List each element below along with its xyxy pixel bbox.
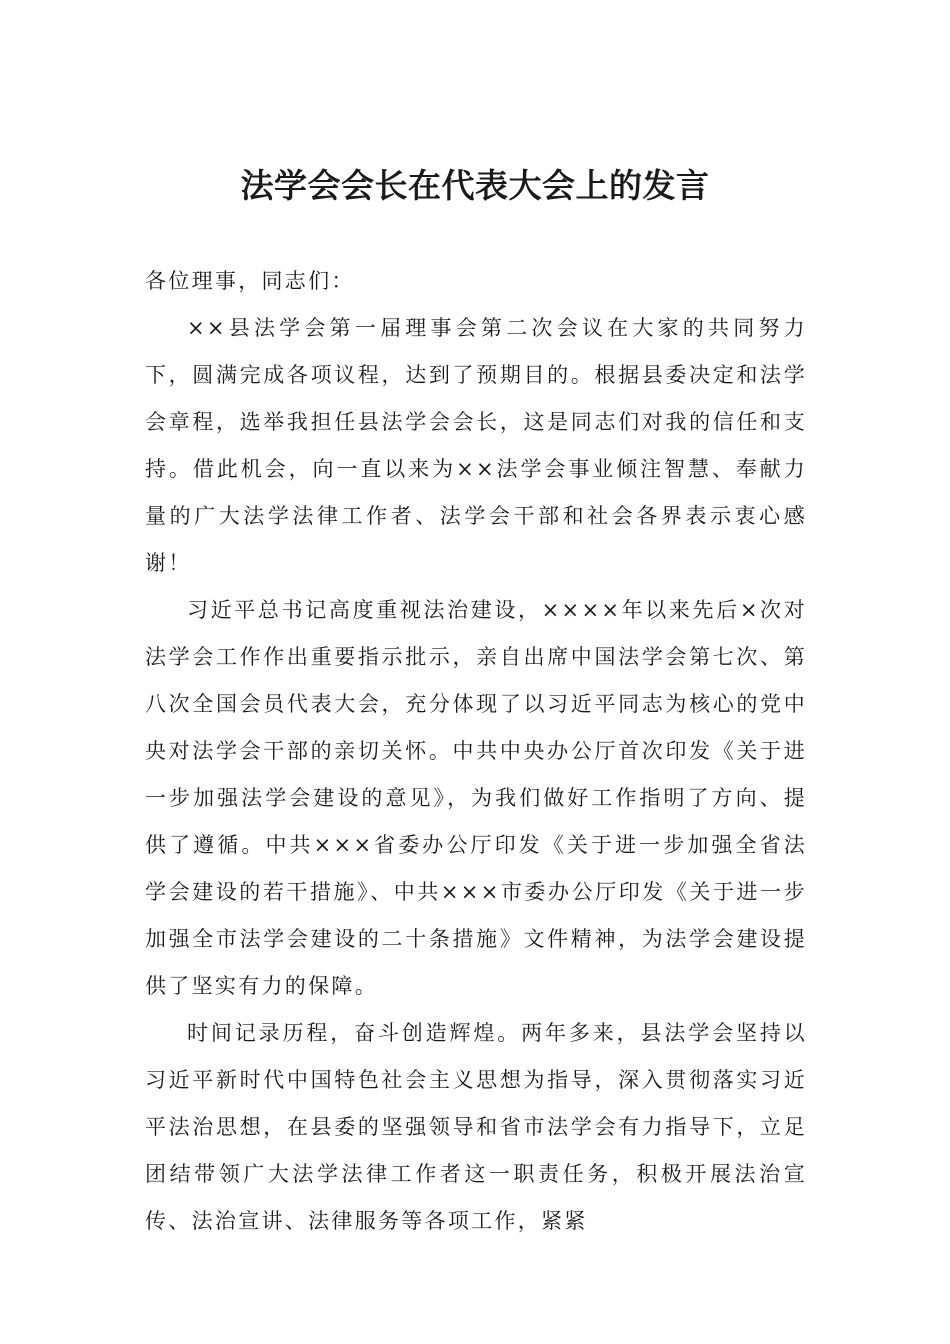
paragraph-2: 习近平总书记高度重视法治建设，××××年以来先后×次对法学会工作作出重要指示批示，亲自出席中国法学会第七次、第八次全国会员代表大会，充分体现了以习近平同志为核心的党中央对法学会干部的亲切关怀。中共中央办公厅首次印发《关于进一步加强法学会建设的意见》，为我们做好工作指明了方向、提供了遵循。中共×××省委办公厅印发《关于进一步加强全省法学会建设的若干措施》、中共×××市委办公厅印发《关于进一步加强全市法学会建设的二十条措施》文件精神，为法学会建设提供了坚实有力的保障。 [145,598,807,998]
salutation: 各位理事，同志们： [145,269,355,293]
paragraph-1: ××县法学会第一届理事会第二次会议在大家的共同努力下，圆满完成各项议程，达到了预期目的。根据县委决定和法学会章程，选举我担任县法学会会长，这是同志们对我的信任和支持。借此机会，向一直以来为××法学会事业倾注智慧、奉献力量的广大法学法律工作者、法学会干部和社会各界表示衷心感谢！ [145,316,807,575]
document-body [145,258,807,1245]
document-title: 法学会会长在代表大会上的发言 [240,166,710,205]
paragraph-3: 时间记录历程，奋斗创造辉煌。两年多来，县法学会坚持以习近平新时代中国特色社会主义思想为指导，深入贯彻落实习近平法治思想，在县委的坚强领导和省市法学会有力指导下，立足团结带领广大法学法律工作者这一职责任务，积极开展法治宣传、法治宣讲、法律服务等各项工作，紧紧 [145,1021,807,1233]
